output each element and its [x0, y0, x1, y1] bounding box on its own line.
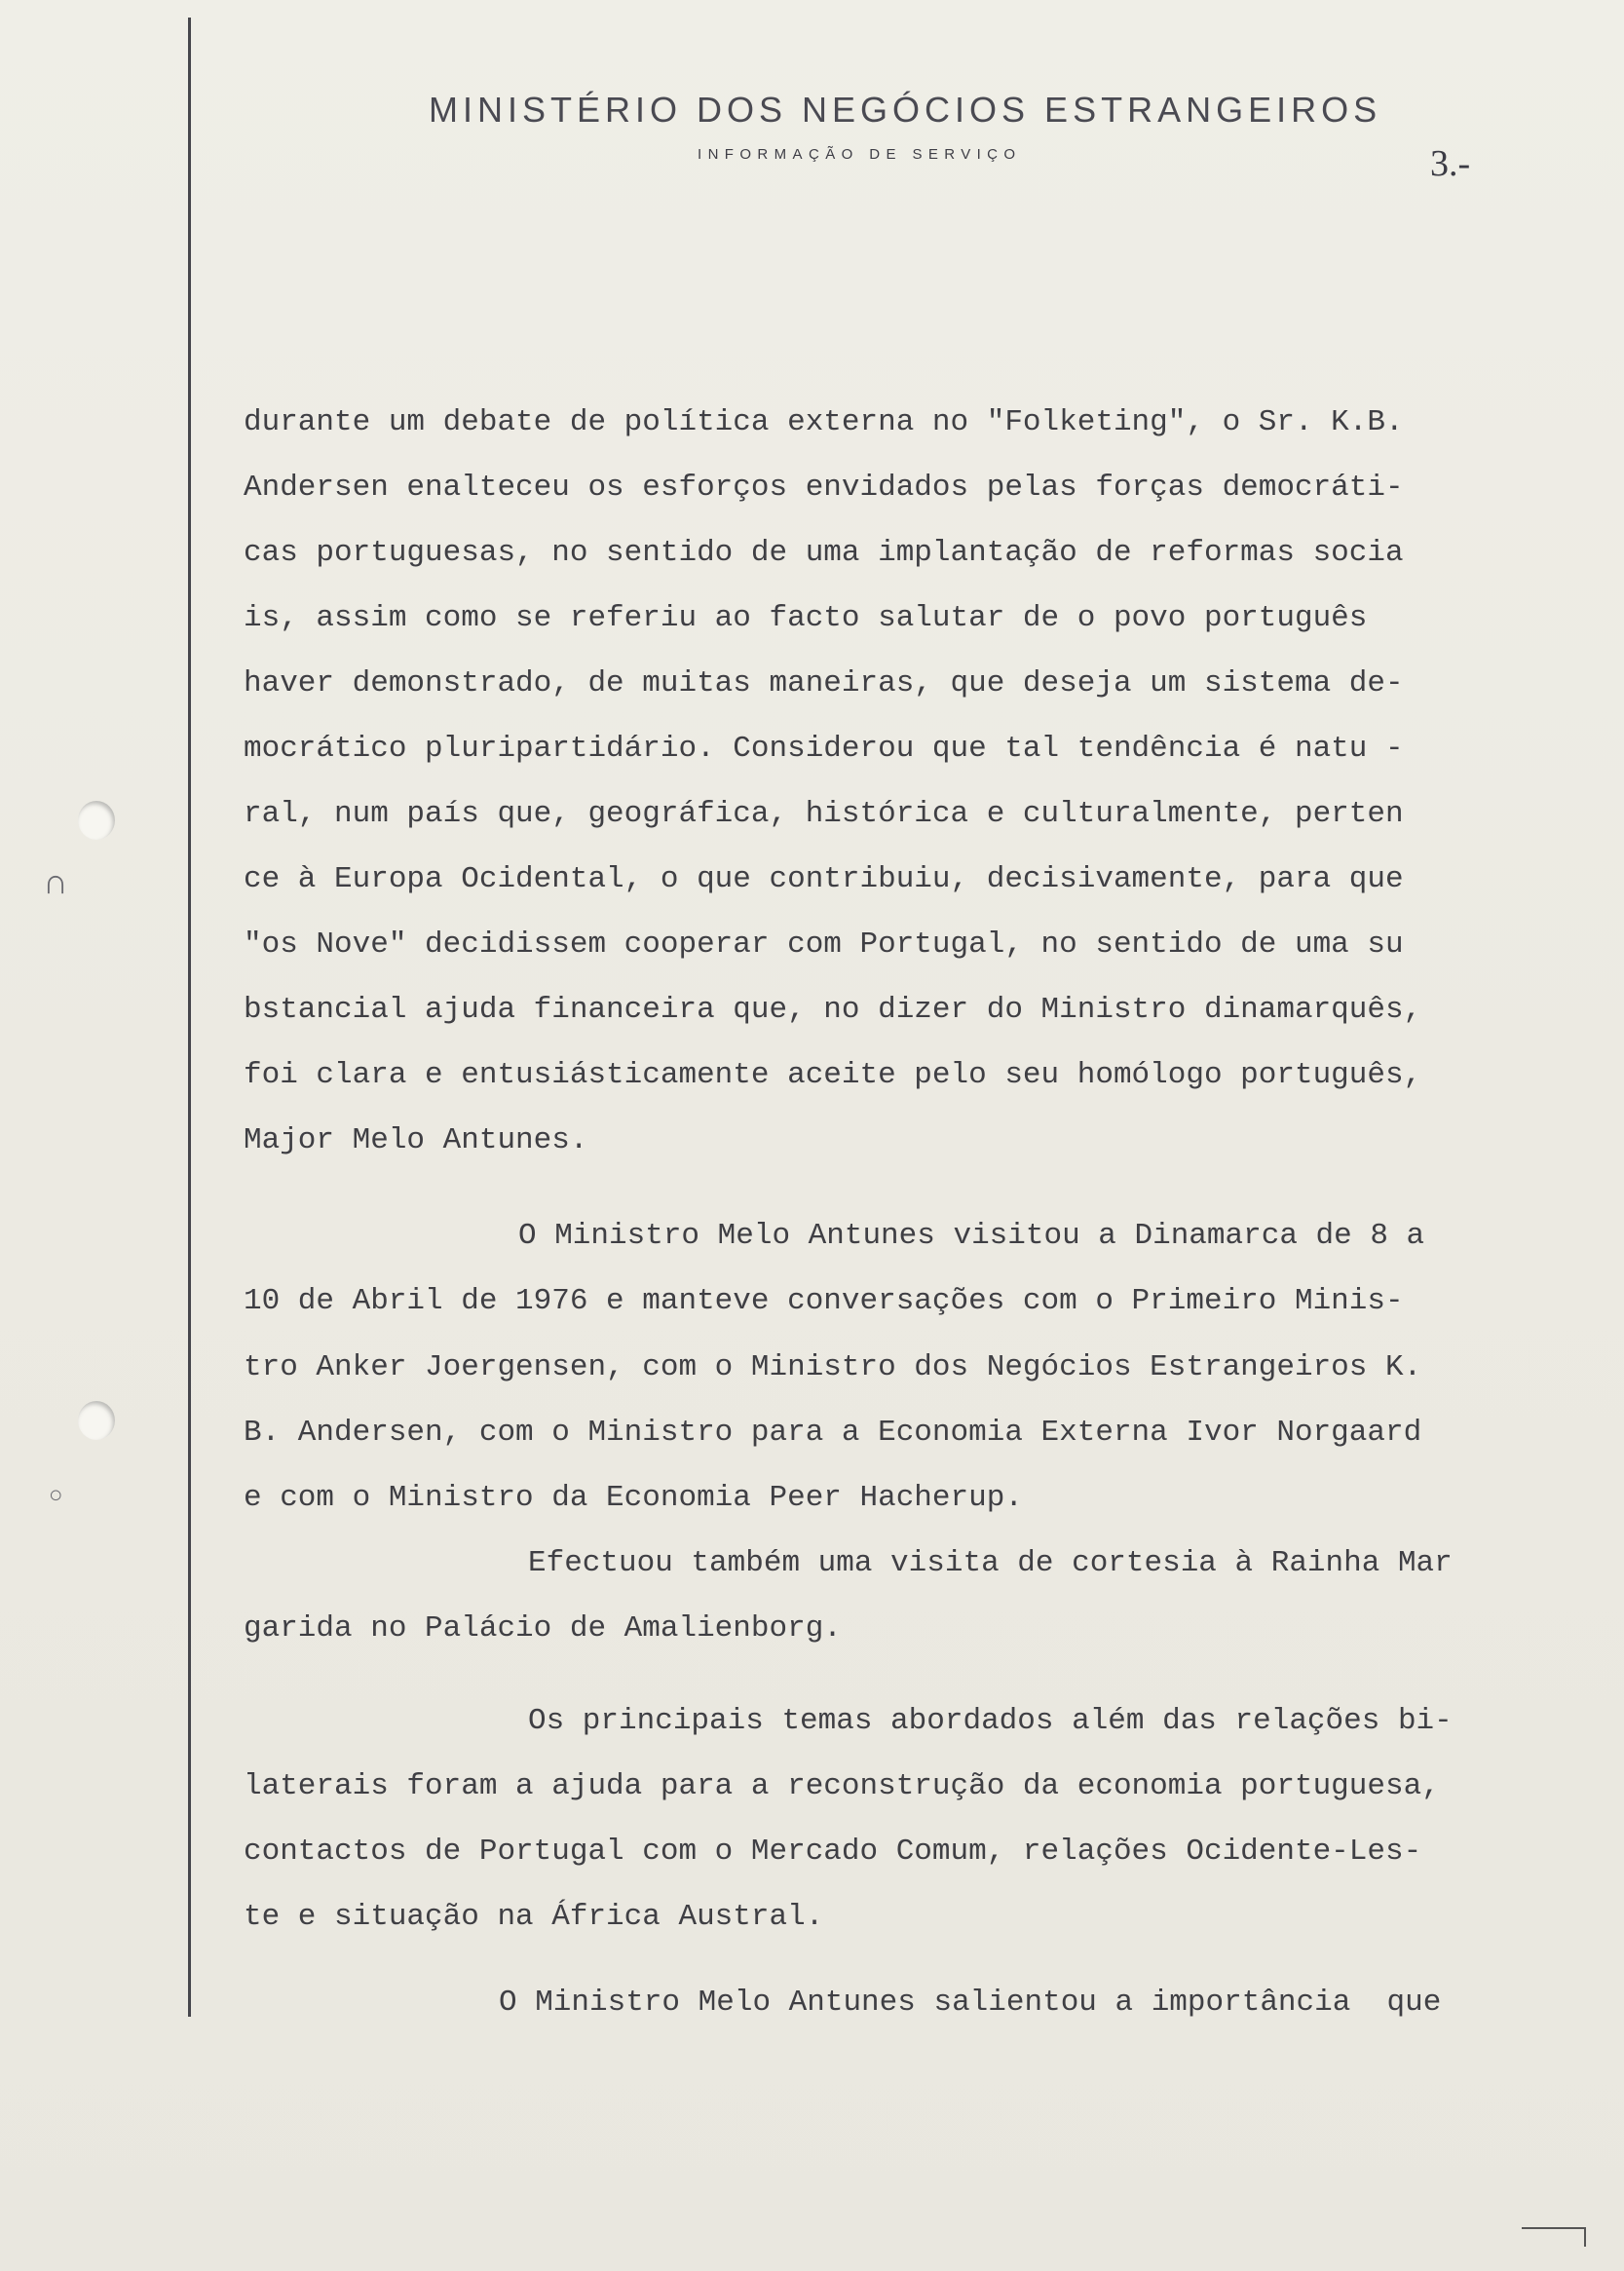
margin-rule	[188, 18, 191, 2017]
text-line: e com o Ministro da Economia Peer Hacherup.	[244, 1481, 1023, 1515]
text-line: durante um debate de política externa no "Folketing", o Sr. K.B.	[244, 405, 1404, 439]
text-line: is, assim como se referiu ao facto salutar de o povo português	[244, 601, 1368, 635]
punch-hole	[78, 801, 115, 840]
text-line: foi clara e entusiásticamente aceite pelo seu homólogo português,	[244, 1058, 1422, 1092]
text-line: ral, num país que, geográfica, histórica e culturalmente, perten	[244, 797, 1404, 831]
text-line: O Ministro Melo Antunes visitou a Dinamarca de 8 a	[518, 1219, 1425, 1253]
text-line: garida no Palácio de Amalienborg.	[244, 1611, 842, 1646]
margin-mark: ○	[49, 1483, 63, 1508]
text-line: te e situação na África Austral.	[244, 1900, 824, 1934]
text-line: Efectuou também uma visita de cortesia à Rainha Mar	[528, 1546, 1453, 1580]
text-line: "os Nove" decidissem cooperar com Portugal, no sentido de uma su	[244, 927, 1404, 962]
service-subheading: INFORMAÇÃO DE SERVIÇO	[698, 146, 1022, 163]
text-line: haver demonstrado, de muitas maneiras, que deseja um sistema de-	[244, 666, 1404, 700]
ministry-heading: MINISTÉRIO DOS NEGÓCIOS ESTRANGEIROS	[429, 90, 1382, 130]
text-line: ce à Europa Ocidental, o que contribuiu, decisivamente, para que	[244, 862, 1404, 896]
text-line: mocrático pluripartidário. Considerou que tal tendência é natu -	[244, 732, 1404, 766]
text-line: bstancial ajuda financeira que, no dizer do Ministro dinamarquês,	[244, 993, 1422, 1027]
punch-hole	[78, 1401, 115, 1440]
text-line: Os principais temas abordados além das relações bi-	[528, 1704, 1453, 1738]
page-number: 3.-	[1430, 143, 1471, 184]
text-line: laterais foram a ajuda para a reconstrução da economia portuguesa,	[244, 1769, 1440, 1803]
text-line: contactos de Portugal com o Mercado Comum, relações Ocidente-Les-	[244, 1835, 1422, 1869]
text-line: Major Melo Antunes.	[244, 1123, 588, 1157]
text-line: cas portuguesas, no sentido de uma implantação de reformas socia	[244, 536, 1404, 570]
text-line: 10 de Abril de 1976 e manteve conversações com o Primeiro Minis-	[244, 1284, 1404, 1318]
text-line: O Ministro Melo Antunes salientou a importância que	[499, 1986, 1442, 2020]
text-line: tro Anker Joergensen, com o Ministro dos Negócios Estrangeiros K.	[244, 1350, 1422, 1384]
text-line: B. Andersen, com o Ministro para a Economia Externa Ivor Norgaard	[244, 1416, 1422, 1450]
text-line: Andersen enalteceu os esforços envidados pelas forças democráti-	[244, 471, 1404, 505]
corner-mark	[1522, 2227, 1586, 2247]
margin-mark: ∩	[43, 862, 68, 901]
